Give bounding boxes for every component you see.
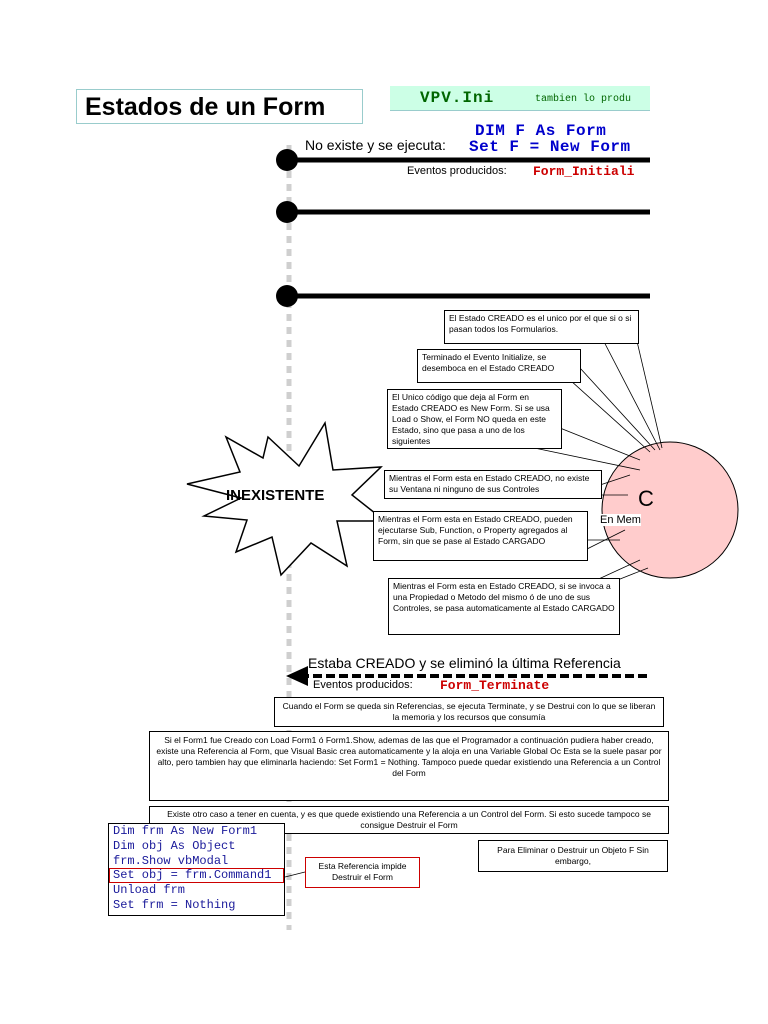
state-dot-1 bbox=[276, 149, 298, 171]
vpv-note: tambien lo produ bbox=[535, 94, 632, 105]
code-line: Set frm = Nothing bbox=[113, 897, 236, 912]
section1-label: No existe y se ejecuta: bbox=[305, 137, 446, 153]
code-line: Dim obj As Object bbox=[113, 838, 236, 853]
page-title: Estados de un Form bbox=[76, 89, 363, 124]
note-reference-blocks: Esta Referencia impide Destruir el Form bbox=[305, 857, 420, 888]
vpv-header bbox=[390, 86, 650, 111]
code-line: Dim frm As New Form1 bbox=[113, 824, 258, 838]
note-new-form: El Unico código que deja al Form en Estado CREADO es New Form. Si se usa Load o Show, el Form NO queda en este Estado, sino que pasa a uno de los siguientes bbox=[387, 389, 562, 449]
code-line: frm.Show vbModal bbox=[113, 853, 229, 868]
note-destroy-object: Para Eliminar o Destruir un Objeto F Sin embargo, bbox=[478, 840, 668, 872]
terminate-label: Estaba CREADO y se eliminó la última Referencia bbox=[308, 655, 621, 671]
state-dot-2 bbox=[276, 201, 298, 223]
note-terminate: Cuando el Form se queda sin Referencias, se ejecuta Terminate, y se Destrui con lo que se liberan la memoria y los recursos que consumía bbox=[274, 697, 664, 727]
creado-sublabel: En Mem bbox=[600, 514, 641, 526]
note-cargado: Mientras el Form esta en Estado CREADO, si se invoca a una Propiedad o Metodo del mismo ó de uno de sus Controles, se pasa automaticamente al Estado CARGADO bbox=[388, 578, 620, 635]
code-listing bbox=[108, 823, 285, 916]
note-global-reference: Si el Form1 fue Creado con Load Form1 ó Form1.Show, ademas de las que el Programador a continuación pudiera haber creado, existe una Referencia al Form, que Visual Basic crea automaticamente y la aloja en una Variable Global Oc Esta se la suele pasar por alto, pero tambien hay que eliminarla haciendo: Set Form1 = Nothing. Tampoco puede quedar existiendo una Referencia a un Control del Form bbox=[149, 731, 669, 801]
code-set-new: Set F = New Form bbox=[469, 138, 631, 156]
events-label-1: Eventos producidos: bbox=[407, 165, 507, 177]
state-dot-3 bbox=[276, 285, 298, 307]
note-sub-function: Mientras el Form esta en Estado CREADO, pueden ejecutarse Sub, Function, o Property agregados al Form, sin que se pase al Estado CARGADO bbox=[373, 511, 588, 561]
events-label-2: Eventos producidos: bbox=[313, 679, 413, 691]
note-creado-unico: El Estado CREADO es el unico por el que si o si pasan todos los Formularios. bbox=[444, 310, 639, 344]
note-control-reference: Existe otro caso a tener en cuenta, y es que quede existiendo una Referencia a un Control del Form. Si esto sucede tampoco se consigue Destruir el Form bbox=[149, 806, 669, 834]
events-value-1: Form_Initiali bbox=[533, 164, 635, 179]
inexistente-label: INEXISTENTE bbox=[226, 487, 325, 504]
note-initialize: Terminado el Evento Initialize, se desemboca en el Estado CREADO bbox=[417, 349, 581, 383]
code-line: Unload frm bbox=[113, 883, 186, 898]
vpv-label: VPV.Ini bbox=[420, 89, 495, 107]
note-no-window: Mientras el Form esta en Estado CREADO, no existe su Ventana ni ninguno de sus Controles bbox=[384, 470, 602, 499]
code-line-highlighted: Set obj = frm.Command1 bbox=[109, 868, 284, 883]
events-value-2: Form_Terminate bbox=[440, 678, 550, 693]
code-dim: DIM F As Form bbox=[475, 122, 607, 140]
creado-state-circle bbox=[602, 442, 738, 578]
creado-label: C bbox=[638, 486, 654, 511]
